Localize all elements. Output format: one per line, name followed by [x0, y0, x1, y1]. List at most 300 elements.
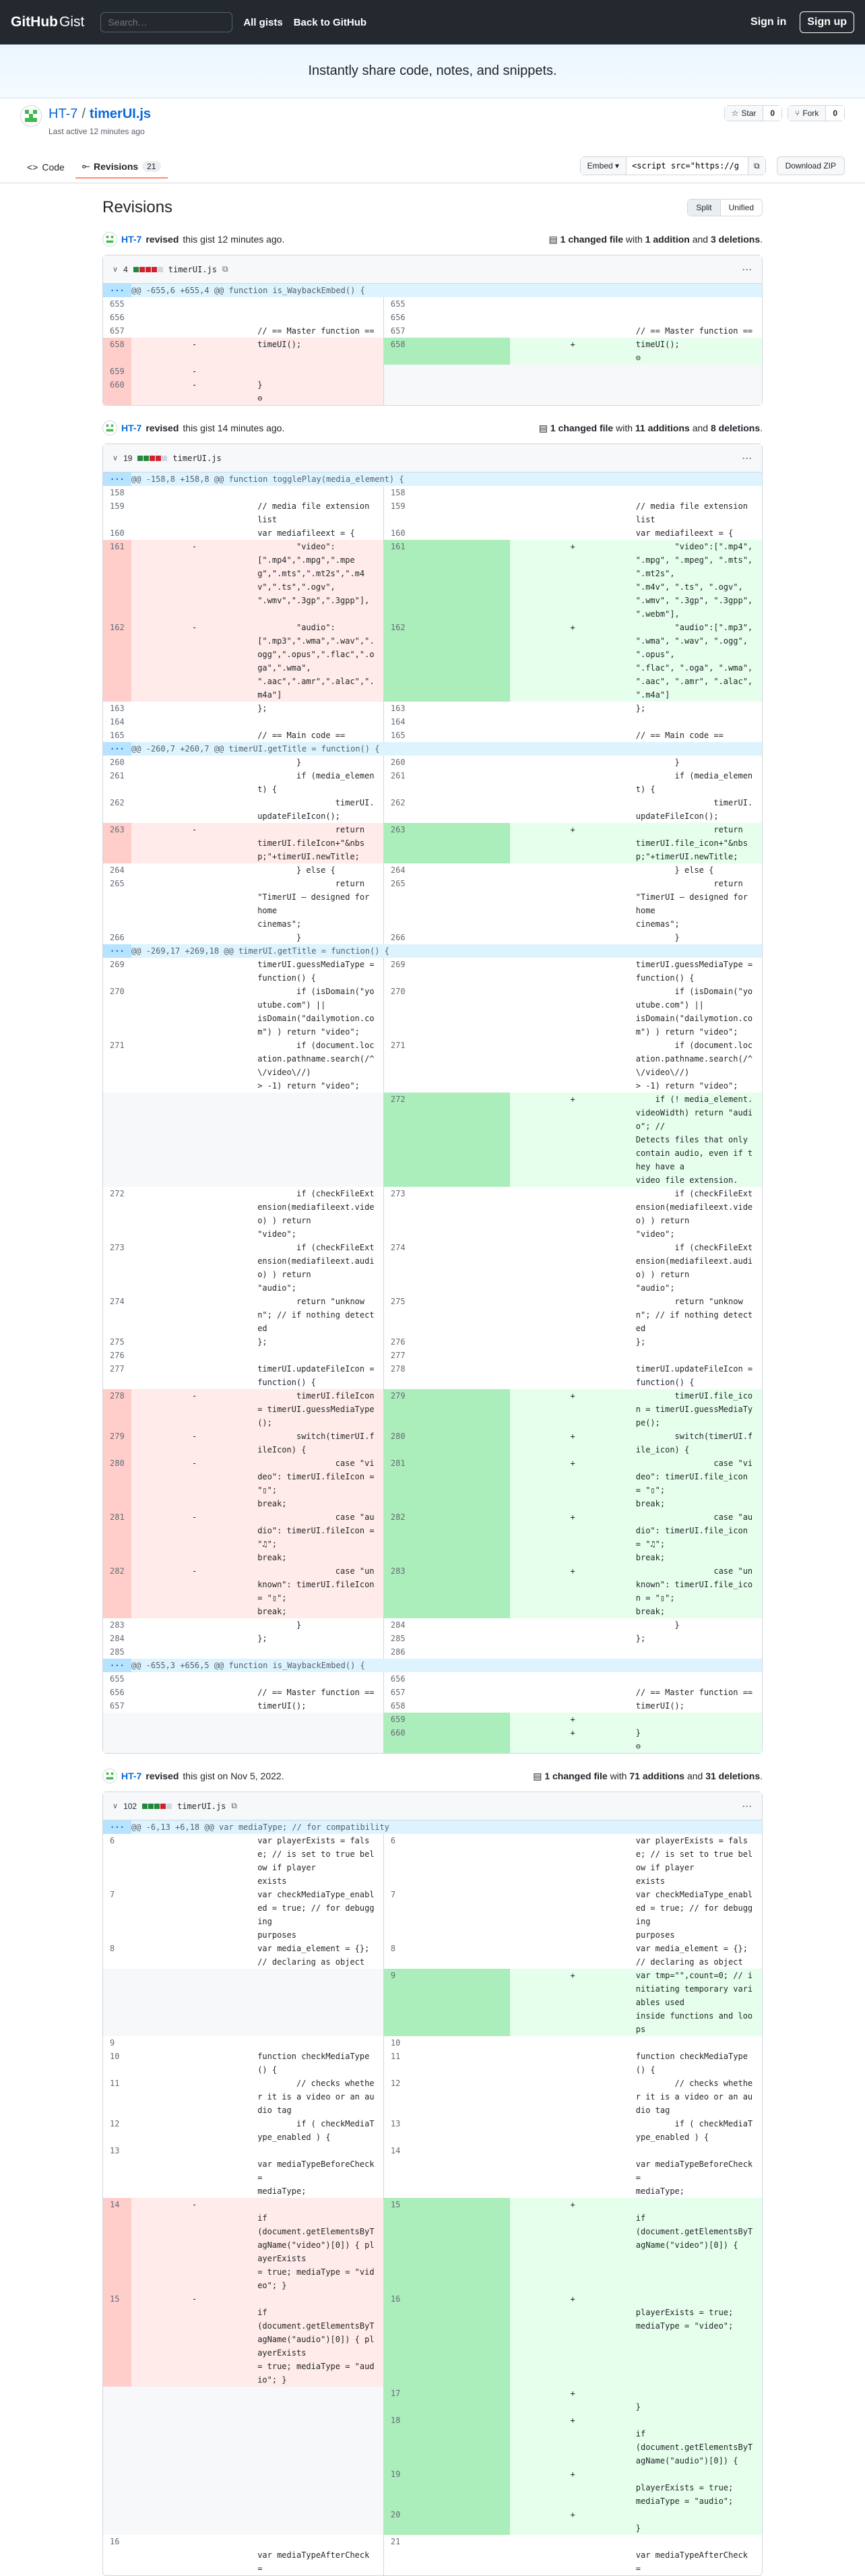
new-line-number: 277 [383, 1349, 509, 1362]
old-code: if (media_element) { [257, 771, 375, 794]
fork-button[interactable] [788, 106, 825, 121]
download-zip-button[interactable]: Download ZIP [777, 156, 845, 175]
old-code: if (checkFileExtension(mediafileext.audio) ) return "audio"; [257, 1243, 375, 1293]
new-code: "audio":[".mp3", ".wma", ".wav", ".ogg", ".opus", ".flac", ".oga", ".wma", ".aac", ".amr", ".alac", ".m4a"] [636, 621, 762, 702]
new-line-number: 656 [383, 1672, 509, 1686]
diff-row [103, 2036, 762, 2050]
diff-row [103, 486, 762, 499]
deletion-marker [131, 1645, 257, 1659]
old-line-number: 277 [110, 1364, 125, 1374]
new-code [636, 715, 762, 729]
new-line-number: 20 [383, 2508, 509, 2535]
diff-row [103, 1349, 762, 1362]
old-code [257, 1645, 383, 1659]
embed-url-input[interactable] [627, 157, 748, 175]
new-line-number: 7 [383, 1888, 509, 1942]
hunk-header-row [103, 742, 762, 756]
old-code: } else { [257, 865, 335, 875]
signin-link[interactable]: Sign in [750, 16, 787, 28]
old-code: } [257, 758, 302, 767]
new-line-number: 164 [383, 715, 509, 729]
hero-tagline: Instantly share code, notes, and snippets. [308, 63, 557, 78]
file-diff-icon: ▤ [533, 1770, 542, 1781]
old-code [257, 2414, 383, 2467]
old-code: var media_element = {}; // declaring as object [257, 1944, 375, 1967]
nav-all-gists[interactable]: All gists [243, 16, 283, 28]
new-code: function checkMediaType() { [635, 2052, 748, 2075]
star-button[interactable] [725, 106, 763, 121]
old-code [257, 365, 383, 378]
old-line-number: 9 [110, 2038, 115, 2048]
old-code: if (document.getElementsByTagName("audio")[0]) { playerExists = true; mediaType = "audio"; } [257, 2292, 383, 2387]
gist-logo[interactable] [11, 14, 84, 30]
addition-marker [510, 931, 636, 944]
file-diff-box [102, 1791, 763, 2576]
new-line-number: 263 [383, 823, 509, 863]
new-code: // == Master function == [635, 1688, 753, 1697]
deletion-marker [131, 1632, 257, 1645]
new-code [636, 365, 762, 378]
file-diff-header [103, 255, 762, 284]
diff-row [103, 1888, 762, 1942]
search-input[interactable] [100, 12, 232, 32]
deletion-marker [131, 1969, 257, 2036]
more-options-icon[interactable]: ··· [742, 264, 752, 274]
old-line-number: 265 [110, 879, 125, 888]
deletion-marker: - [131, 621, 257, 702]
last-active-text: Last active 12 minutes ago [49, 127, 145, 136]
deletion-marker [131, 2508, 257, 2535]
addition-marker [510, 985, 636, 1039]
revisions-count: 21 [142, 161, 160, 172]
new-code [636, 1645, 762, 1659]
chevron-down-icon[interactable]: ∨ [113, 1802, 119, 1810]
diff-row [103, 1456, 762, 1510]
nav-back-to-github[interactable]: Back to GitHub [293, 16, 367, 28]
addition-marker [510, 715, 636, 729]
new-line-number: 272 [383, 1093, 509, 1187]
new-code: case "audio": timerUI.file_icon = "♫"; break; [636, 1510, 762, 1564]
old-code: case "video": timerUI.fileIcon = "▯"; break; [257, 1456, 383, 1510]
diff-row [103, 540, 762, 621]
copy-path-icon[interactable]: ⧉ [222, 264, 228, 274]
new-code [636, 378, 762, 405]
new-code: timerUI.updateFileIcon = function() { [635, 1364, 758, 1387]
diff-row [103, 1510, 762, 1564]
expand-hunk-icon[interactable]: ··· [103, 742, 131, 756]
additions-count: 11 additions [635, 422, 690, 433]
new-line-number: 284 [383, 1618, 509, 1632]
addition-marker [510, 311, 636, 324]
new-code: } ⊖ [636, 1726, 762, 1753]
new-line-number: 16 [383, 2292, 509, 2387]
old-line-number: 161 [103, 540, 131, 621]
deletion-marker [131, 877, 257, 931]
expand-hunk-icon[interactable]: ··· [103, 1820, 131, 1834]
new-code: return "TimerUI – designed for home cinemas"; [635, 879, 748, 929]
hunk-header-row [103, 472, 762, 486]
deletion-marker [131, 486, 257, 499]
expand-hunk-icon[interactable]: ··· [103, 1659, 131, 1672]
deletion-marker [131, 324, 257, 338]
old-code: var playerExists = false; // is set to true below if player exists [257, 1836, 375, 1886]
signup-button[interactable]: Sign up [800, 11, 854, 33]
old-line-number: 159 [110, 501, 125, 511]
old-line-number: 7 [110, 1890, 115, 1899]
new-line-number: 283 [383, 1564, 509, 1618]
new-line-number: 14 [383, 2144, 509, 2198]
old-code [257, 2387, 383, 2414]
new-line-number: 274 [383, 1241, 509, 1295]
new-code: } [636, 2508, 762, 2535]
addition-marker: + [510, 2292, 636, 2387]
more-options-icon[interactable]: ··· [742, 453, 752, 463]
unified-view-button[interactable]: Unified [728, 203, 754, 212]
embed-select[interactable] [581, 157, 627, 175]
deletion-marker [131, 2117, 257, 2144]
diff-row [103, 338, 762, 365]
addition-marker [510, 526, 636, 540]
old-line-number: 10 [110, 2052, 120, 2061]
new-line-number: 657 [383, 324, 509, 338]
addition-marker [510, 324, 636, 338]
new-code: // media file extension list [635, 501, 753, 524]
diff-row [103, 1969, 762, 2036]
old-line-number [103, 1713, 131, 1726]
new-code: if (document.location.pathname.search(/^\/video\//) > -1) return "video"; [635, 1041, 753, 1091]
addition-marker: + [510, 2387, 636, 2414]
new-line-number: 18 [383, 2414, 509, 2467]
old-code: return "TimerUI – designed for home cinemas"; [257, 879, 370, 929]
addition-marker [510, 1241, 636, 1295]
new-code: if (! media_element.videoWidth) return "audio"; // Detects files that only contain audio, even if they have a video file extension. [636, 1093, 762, 1187]
star-label: Star [741, 109, 757, 118]
diff-row [103, 1686, 762, 1699]
owner-avatar[interactable] [20, 105, 42, 127]
old-line-number: 164 [110, 717, 125, 727]
old-line-number [103, 2508, 131, 2535]
deletion-marker [131, 1335, 257, 1349]
new-line-number [383, 365, 509, 378]
old-line-number: 266 [110, 933, 125, 942]
new-line-number: 657 [383, 1686, 509, 1699]
addition-marker: + [510, 1456, 636, 1510]
new-code: } [635, 1620, 680, 1630]
old-code: timerUI.guessMediaType = function() { [257, 960, 379, 983]
diff-stat-bar [133, 267, 163, 272]
diff-row [103, 769, 762, 796]
tab-revisions-label: Revisions [94, 160, 139, 172]
revisions-icon: ⟜ [82, 160, 90, 171]
addition-marker [510, 1039, 636, 1093]
old-line-number: 163 [110, 704, 125, 713]
changed-files-count: 1 changed file [560, 233, 624, 245]
new-code: if (document.getElementsByTagName("audio")[0]) { [636, 2414, 762, 2467]
diff-row [103, 499, 762, 526]
new-code [636, 297, 762, 311]
diff-row [103, 2050, 762, 2077]
file-diff-icon: ▤ [538, 422, 548, 433]
old-line-number: 655 [110, 299, 125, 309]
old-line-number: 160 [110, 528, 125, 538]
new-code: // checks whether it is a video or an audio tag [635, 2079, 753, 2115]
addition-marker [510, 1187, 636, 1241]
addition-marker [510, 1699, 636, 1713]
addition-marker: + [510, 1969, 636, 2036]
file-diff-icon: ▤ [548, 233, 558, 245]
revision-user-link[interactable]: HT-7 [121, 423, 142, 433]
old-line-number: 264 [110, 865, 125, 875]
revision-user-link[interactable]: HT-7 [121, 234, 142, 245]
diff-stat-count: 102 [123, 1801, 137, 1811]
tab-code[interactable] [20, 155, 71, 179]
addition-marker [510, 2117, 636, 2144]
addition-marker [510, 2535, 636, 2575]
new-code: }; [635, 1634, 646, 1643]
diff-filename[interactable]: timerUI.js [177, 1801, 226, 1811]
expand-hunk-icon[interactable]: ··· [103, 944, 131, 958]
deletion-marker [131, 1093, 257, 1187]
old-line-number [103, 2467, 131, 2508]
new-line-number: 285 [383, 1632, 509, 1645]
split-view-button[interactable]: Split [688, 200, 720, 216]
new-line-number: 275 [383, 1295, 509, 1335]
new-line-number: 17 [383, 2387, 509, 2414]
hunk-header-text: @@ -260,7 +260,7 @@ timerUI.getTitle = function() { [131, 742, 762, 756]
old-line-number: 15 [103, 2292, 131, 2387]
deletion-marker [131, 297, 257, 311]
diff-row [103, 621, 762, 702]
user-avatar[interactable] [102, 232, 117, 247]
new-code [636, 311, 762, 324]
old-line-number: 283 [110, 1620, 125, 1630]
addition-marker: + [510, 1564, 636, 1618]
old-code: "audio": [".mp3",".wma",".wav",".ogg",".opus",".flac",".oga",".wma", ".aac",".amr",".alac",".m4a"] [257, 621, 383, 702]
old-line-number [103, 2414, 131, 2467]
old-line-number: 262 [110, 798, 125, 807]
deletion-marker [131, 769, 257, 796]
diff-row [103, 1187, 762, 1241]
addition-marker [510, 2144, 636, 2198]
diff-stat-count: 19 [123, 453, 133, 463]
deletion-marker [131, 985, 257, 1039]
deletion-marker [131, 1834, 257, 1888]
expand-hunk-icon[interactable]: ··· [103, 472, 131, 486]
old-code: // media file extension list [257, 501, 375, 524]
star-icon: ☆ [731, 109, 739, 118]
diff-row [103, 1093, 762, 1187]
star-count: 0 [763, 106, 781, 121]
new-code: }; [635, 704, 646, 713]
new-line-number: 12 [383, 2077, 509, 2117]
new-code: var playerExists = false; // is set to true below if player exists [635, 1836, 753, 1886]
revision-verb: revised [146, 423, 179, 433]
deletion-marker [131, 1686, 257, 1699]
old-code: // == Master function == [257, 1688, 375, 1697]
old-code: switch(timerUI.fileIcon) { [257, 1430, 383, 1456]
hunk-header-row [103, 944, 762, 958]
copy-embed-button[interactable] [748, 157, 765, 175]
chevron-down-icon[interactable]: ∨ [113, 266, 119, 274]
old-code: }; [257, 1634, 267, 1643]
old-line-number: 281 [103, 1510, 131, 1564]
addition-marker [510, 1618, 636, 1632]
old-code [257, 2508, 383, 2535]
diff-stat-bar [137, 456, 167, 461]
diff-table [103, 284, 762, 405]
addition-marker: + [510, 823, 636, 863]
diff-row [103, 1699, 762, 1713]
new-line-number: 161 [383, 540, 509, 621]
old-code: case "audio": timerUI.fileIcon = "♫"; break; [257, 1510, 383, 1564]
addition-marker: + [510, 1510, 636, 1564]
file-diff-box [102, 255, 763, 406]
deletions-count: 3 deletions [710, 233, 761, 245]
deletion-marker [131, 729, 257, 742]
diff-row [103, 863, 762, 877]
addition-marker [510, 958, 636, 985]
user-avatar[interactable] [102, 1769, 117, 1783]
old-line-number: 275 [110, 1337, 125, 1347]
and-text: and [692, 422, 709, 433]
new-line-number: 19 [383, 2467, 509, 2508]
gist-filename-link[interactable]: timerUI.js [89, 106, 152, 121]
diff-row [103, 2144, 762, 2198]
new-line-number: 278 [383, 1362, 509, 1389]
diff-row [103, 1362, 762, 1389]
diff-row [103, 715, 762, 729]
diff-row [103, 526, 762, 540]
old-line-number: 280 [103, 1456, 131, 1510]
deletion-marker [131, 1699, 257, 1713]
new-code: switch(timerUI.file_icon) { [636, 1430, 762, 1456]
tab-revisions[interactable] [75, 155, 168, 179]
new-code: case "unknown": timerUI.file_icon = "▯"; break; [636, 1564, 762, 1618]
revision-verb: revised [146, 234, 179, 245]
copy-icon: ⧉ [754, 160, 760, 171]
new-code: timeUI(); ⊖ [636, 338, 762, 365]
new-code: } else { [635, 865, 714, 875]
old-line-number: 655 [110, 1674, 125, 1684]
old-code [257, 1093, 383, 1187]
old-code: timerUI.updateFileIcon(); [257, 798, 375, 821]
new-line-number: 159 [383, 499, 509, 526]
new-code [636, 1349, 762, 1362]
deletion-marker: - [131, 338, 257, 365]
old-code: var checkMediaType_enabled = true; // for debugging purposes [257, 1890, 375, 1940]
new-code [636, 1672, 762, 1686]
diff-row [103, 1726, 762, 1753]
addition-marker [510, 1645, 636, 1659]
additions-count: 1 addition [645, 233, 690, 245]
old-code: } [257, 1620, 302, 1630]
diff-row [103, 297, 762, 311]
diff-row [103, 1295, 762, 1335]
new-code: return "unknown"; // if nothing detected [635, 1297, 753, 1333]
addition-marker [510, 796, 636, 823]
chevron-down-icon[interactable]: ∨ [113, 454, 119, 462]
new-line-number: 656 [383, 311, 509, 324]
new-line-number: 6 [383, 1834, 509, 1888]
new-line-number: 21 [383, 2535, 509, 2575]
diff-row [103, 2292, 762, 2387]
old-code: if (document.getElementsByTagName("video")[0]) { playerExists = true; mediaType = "video"; } [257, 2198, 383, 2292]
old-line-number: 284 [110, 1634, 125, 1643]
old-code: timeUI(); [257, 338, 383, 365]
diff-filename[interactable]: timerUI.js [168, 264, 217, 274]
logo-gist-text: Gist [59, 14, 85, 30]
deletion-marker [131, 2036, 257, 2050]
deletion-marker [131, 1349, 257, 1362]
diff-row [103, 2198, 762, 2292]
addition-marker [510, 2077, 636, 2117]
old-line-number: 271 [110, 1041, 125, 1050]
new-line-number: 281 [383, 1456, 509, 1510]
new-code: } [635, 758, 680, 767]
deletion-marker [131, 2535, 257, 2575]
more-options-icon[interactable]: ··· [742, 1801, 752, 1811]
gist-header [0, 98, 865, 183]
new-line-number: 158 [383, 486, 509, 499]
deletion-marker [131, 863, 257, 877]
deletion-marker [131, 1187, 257, 1241]
expand-hunk-icon[interactable]: ··· [103, 284, 131, 297]
new-code: playerExists = true; mediaType = "audio"; [636, 2467, 762, 2508]
copy-path-icon[interactable]: ⧉ [231, 1801, 237, 1810]
revision-verb: revised [146, 1771, 179, 1781]
old-code: function checkMediaType() { [257, 2052, 370, 2075]
addition-marker [510, 486, 636, 499]
addition-marker: + [510, 540, 636, 621]
old-code: if (checkFileExtension(mediafileext.video) ) return "video"; [257, 1189, 375, 1239]
new-line-number: 264 [383, 863, 509, 877]
diff-row [103, 823, 762, 863]
old-line-number: 6 [110, 1836, 115, 1845]
old-code: "video": [".mp4",".mpg",".mpeg",".mts",".mt2s",".m4v",".ts",".ogv", ".wmv",".3gp",".3gpp"], [257, 540, 383, 621]
old-line-number: 279 [103, 1430, 131, 1456]
new-line-number: 11 [383, 2050, 509, 2077]
old-code [257, 486, 383, 499]
addition-marker [510, 2036, 636, 2050]
old-code: return "unknown"; // if nothing detected [257, 1297, 375, 1333]
addition-marker [510, 1942, 636, 1969]
addition-marker [510, 1335, 636, 1349]
hunk-header-row [103, 1820, 762, 1834]
diff-table [103, 1820, 762, 2575]
deletion-marker [131, 958, 257, 985]
deletion-marker [131, 2467, 257, 2508]
old-code: case "unknown": timerUI.fileIcon = "▯"; break; [257, 1564, 383, 1618]
new-code: timerUI.updateFileIcon(); [635, 798, 753, 821]
diff-filename[interactable]: timerUI.js [172, 453, 222, 463]
new-code: } [635, 933, 680, 942]
addition-marker: + [510, 2467, 636, 2508]
diff-row [103, 702, 762, 715]
new-line-number: 265 [383, 877, 509, 931]
diff-row [103, 311, 762, 324]
user-avatar[interactable] [102, 421, 117, 435]
old-line-number: 660 [103, 378, 131, 405]
old-line-number: 165 [110, 731, 125, 740]
deletion-marker: - [131, 1456, 257, 1510]
old-code [257, 715, 383, 729]
diff-row [103, 2467, 762, 2508]
addition-marker: + [510, 1389, 636, 1430]
gist-owner-link[interactable]: HT-7 [49, 106, 78, 121]
old-line-number: 261 [110, 771, 125, 780]
new-line-number: 269 [383, 958, 509, 985]
revision-user-link[interactable]: HT-7 [121, 1771, 142, 1781]
